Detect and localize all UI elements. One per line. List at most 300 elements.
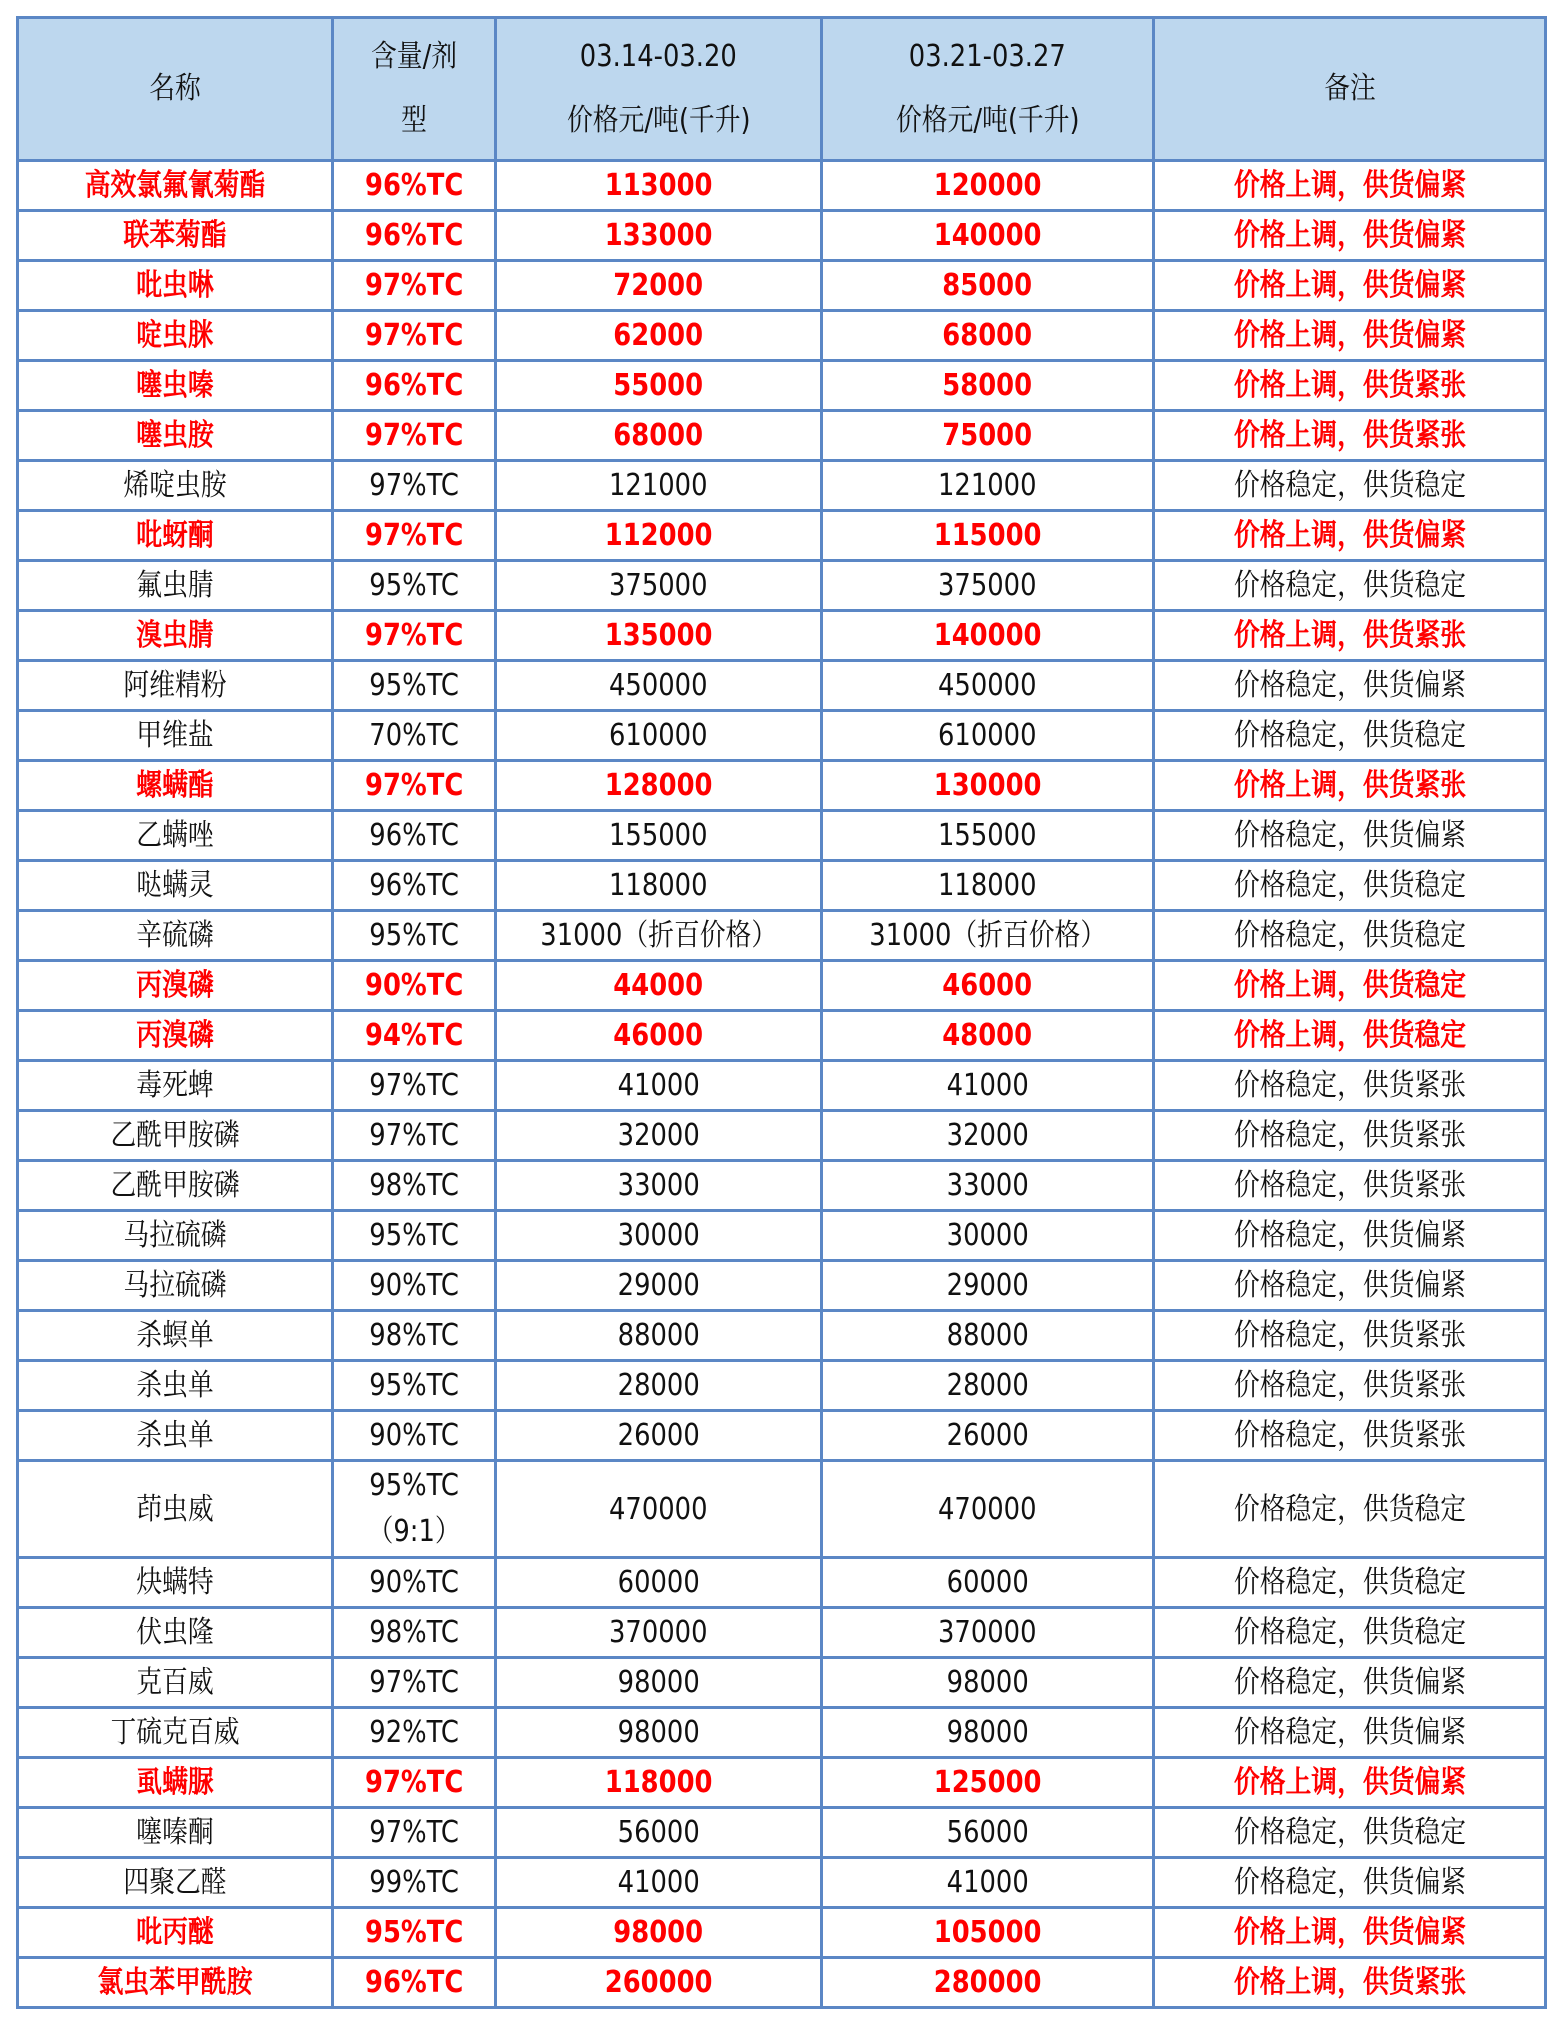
spec-cell [333,311,496,361]
price-week2-cell-text: 140000 [933,218,1042,253]
note-cell [1154,1411,1546,1461]
spec-cell-text: 90%TC [364,968,464,1003]
spec-ratio: （9:1） [367,1514,461,1549]
note-cell [1154,911,1546,961]
name-cell-text: 噻虫嗪 [136,368,214,403]
spec-cell [333,1858,496,1908]
price-week1-cell-text: 29000 [617,1268,700,1303]
price-week1-cell [496,1658,822,1708]
table-row [18,1261,1546,1311]
price-week1-cell [496,1211,822,1261]
note-cell-text: 价格上调，供货偏紧 [1233,1765,1466,1800]
name-cell-text: 吡丙醚 [136,1915,214,1950]
price-week1-cell-text: 121000 [609,468,708,503]
note-cell [1154,261,1546,311]
price-week1-cell [496,411,822,461]
price-week1-cell-text: 41000 [617,1865,700,1900]
price-week2-cell [822,661,1154,711]
name-cell [18,811,333,861]
spec-cell-text: 90%TC [369,1418,459,1453]
price-week1-cell [496,911,822,961]
name-cell [18,1908,333,1958]
note-cell [1154,1311,1546,1361]
price-week2-cell-text: 450000 [938,668,1037,703]
note-cell-text: 价格上调，供货偏紧 [1233,318,1466,353]
table-row [18,411,1546,461]
price-week2-cell-text: 85000 [942,268,1033,303]
name-cell [18,911,333,961]
price-week2-cell-text: 105000 [933,1915,1042,1950]
price-week1-cell-text: 155000 [609,818,708,853]
price-week2-cell-text: 33000 [946,1168,1029,1203]
name-cell [18,1161,333,1211]
table-row [18,1658,1546,1708]
price-week1-cell-text: 98000 [617,1665,700,1700]
price-week1-cell [496,811,822,861]
spec-cell-text: 98%TC [369,1615,459,1650]
price-week2-cell [822,911,1154,961]
spec-cell-text: 96%TC [364,168,464,203]
price-week2-cell [822,1261,1154,1311]
price-week2-cell [822,1908,1154,1958]
price-week2-cell [822,311,1154,361]
table-row [18,1011,1546,1061]
note-cell [1154,1461,1546,1558]
price-week1-cell-text: 118000 [604,1765,713,1800]
price-week1-cell [496,1361,822,1411]
name-cell-text: 丁硫克百威 [110,1715,240,1750]
price-week2-cell [822,211,1154,261]
note-cell [1154,661,1546,711]
name-cell-text: 伏虫隆 [136,1615,214,1650]
name-cell [18,411,333,461]
spec-cell-text: 97%TC [369,468,459,503]
price-week2-cell [822,1311,1154,1361]
note-cell-text: 价格稳定，供货稳定 [1233,1491,1466,1527]
name-cell [18,1808,333,1858]
spec-cell-text: 97%TC [364,318,464,353]
spec-cell [333,461,496,511]
price-week1-cell [496,511,822,561]
name-cell [18,311,333,361]
price-week1-cell-text: 98000 [617,1715,700,1750]
spec-cell-text: 90%TC [369,1268,459,1303]
note-cell-text: 价格稳定，供货稳定 [1233,868,1466,903]
name-cell [18,1708,333,1758]
price-week1-cell-text: 133000 [604,218,713,253]
name-cell-text: 马拉硫磷 [123,1218,227,1253]
price-week2-cell-text: 610000 [938,718,1037,753]
spec-cell [333,761,496,811]
price-week1-cell-text: 28000 [617,1368,700,1403]
spec-cell [333,211,496,261]
name-cell [18,1311,333,1361]
price-table [16,16,1547,2009]
spec-cell-text: 97%TC [364,618,464,653]
note-cell [1154,811,1546,861]
price-week2-cell-text: 30000 [946,1218,1029,1253]
name-cell [18,561,333,611]
table-row [18,761,1546,811]
price-week1-cell [496,1461,822,1558]
spec-cell [333,1461,496,1558]
price-week2-cell-text: 41000 [946,1068,1029,1103]
note-cell-text: 价格稳定，供货偏紧 [1233,1665,1466,1700]
price-week2-cell-text: 370000 [938,1615,1037,1650]
name-cell [18,1858,333,1908]
name-cell [18,1958,333,2008]
note-cell [1154,611,1546,661]
price-week1-cell-text: 112000 [604,518,713,553]
spec-cell-text: 95%TC [369,918,459,953]
table-row [18,911,1546,961]
price-week1-cell-text: 88000 [617,1318,700,1353]
note-cell [1154,361,1546,411]
price-week1-cell [496,261,822,311]
note-cell [1154,311,1546,361]
price-week1-cell-text: 41000 [617,1068,700,1103]
note-cell-text: 价格上调，供货稳定 [1233,968,1466,1003]
price-week2-cell-text: 470000 [938,1491,1037,1527]
price-week2-cell [822,1708,1154,1758]
table-row [18,611,1546,661]
price-week1-cell-text: 450000 [609,668,708,703]
price-week2-cell [822,1858,1154,1908]
price-week1-cell-text: 55000 [613,368,704,403]
price-week2-cell-text: 29000 [946,1268,1029,1303]
price-week1-cell-text: 33000 [617,1168,700,1203]
price-week2-cell-text: 98000 [946,1715,1029,1750]
header-week2: 03.21-03.27 价格元/吨(千升) [822,18,1154,161]
price-week1-cell [496,1311,822,1361]
price-week2-cell [822,1461,1154,1558]
spec-cell [333,811,496,861]
name-cell [18,1061,333,1111]
price-week1-cell [496,1758,822,1808]
price-week1-cell [496,1411,822,1461]
price-week2-cell-text: 130000 [933,768,1042,803]
spec-cell-text: 97%TC [369,1068,459,1103]
spec-cell-text: 90%TC [369,1565,459,1600]
spec-cell [333,911,496,961]
price-week1-cell [496,161,822,211]
name-cell-text: 吡蚜酮 [136,518,214,553]
table-row [18,961,1546,1011]
name-cell-text: 虱螨脲 [136,1765,214,1800]
note-cell [1154,1161,1546,1211]
price-week1-cell [496,1608,822,1658]
spec-cell [333,661,496,711]
name-cell-text: 克百威 [136,1665,214,1700]
name-cell [18,1411,333,1461]
spec-cell [333,361,496,411]
table-row [18,311,1546,361]
spec-cell-text: 95%TC [369,668,459,703]
table-row [18,1708,1546,1758]
note-cell-text: 价格上调，供货紧张 [1233,418,1466,453]
table-row [18,1608,1546,1658]
spec-cell [333,511,496,561]
table-row [18,861,1546,911]
note-cell [1154,1758,1546,1808]
name-cell-text: 茚虫威 [136,1491,214,1527]
table-row [18,461,1546,511]
price-week1-cell [496,1958,822,2008]
price-week1-cell [496,561,822,611]
price-week2-cell-text: 58000 [942,368,1033,403]
price-week2-cell-text: 75000 [942,418,1033,453]
note-cell-text: 价格上调，供货紧张 [1233,1965,1466,2000]
price-week1-cell-text: 56000 [617,1815,700,1850]
note-cell [1154,411,1546,461]
spec-cell-text: 97%TC [364,768,464,803]
note-cell-text: 价格稳定，供货稳定 [1233,568,1466,603]
note-cell-text: 价格稳定，供货稳定 [1233,718,1466,753]
name-cell-text: 乙酰甲胺磷 [110,1168,240,1203]
note-cell [1154,1908,1546,1958]
price-week1-cell-text: 375000 [609,568,708,603]
price-week1-cell-text: 26000 [617,1418,700,1453]
price-week2-cell-text: 31000（折百价格） [869,918,1106,953]
price-week2-cell [822,611,1154,661]
name-cell [18,261,333,311]
spec-cell [333,1261,496,1311]
name-cell-text: 氟虫腈 [136,568,214,603]
note-cell [1154,511,1546,561]
note-cell-text: 价格上调，供货紧张 [1233,768,1466,803]
note-cell [1154,1211,1546,1261]
spec-cell [333,711,496,761]
note-cell [1154,1958,1546,2008]
note-cell-text: 价格稳定，供货偏紧 [1233,818,1466,853]
price-week2-cell [822,1061,1154,1111]
spec-cell [333,561,496,611]
price-week1-cell [496,611,822,661]
price-week1-cell-text: 62000 [613,318,704,353]
price-week1-cell-text: 260000 [604,1965,713,2000]
spec-cell [333,161,496,211]
price-week1-cell [496,761,822,811]
price-week2-cell [822,1411,1154,1461]
note-cell-text: 价格稳定，供货紧张 [1233,1318,1466,1353]
name-cell [18,211,333,261]
note-cell [1154,1261,1546,1311]
name-cell-text: 烯啶虫胺 [123,468,227,503]
price-week2-cell [822,411,1154,461]
price-week1-cell [496,1808,822,1858]
note-cell-text: 价格稳定，供货稳定 [1233,1615,1466,1650]
name-cell [18,511,333,561]
table-row [18,1061,1546,1111]
table-row [18,1111,1546,1161]
spec-cell-text: 96%TC [364,218,464,253]
price-week2-cell [822,961,1154,1011]
price-week2-cell-text: 48000 [942,1018,1033,1053]
note-cell-text: 价格稳定，供货偏紧 [1233,1268,1466,1303]
header-week1: 03.14-03.20 价格元/吨(千升) [496,18,822,161]
price-week2-cell-text: 68000 [942,318,1033,353]
price-week2-cell-text: 46000 [942,968,1033,1003]
name-cell [18,461,333,511]
note-cell-text: 价格稳定，供货稳定 [1233,1815,1466,1850]
spec-cell [333,1558,496,1608]
spec-cell [333,961,496,1011]
price-week1-cell-text: 68000 [613,418,704,453]
name-cell [18,611,333,661]
spec-cell-text: 70%TC [369,718,459,753]
price-week2-cell [822,811,1154,861]
table-row [18,1858,1546,1908]
spec-text: 95%TC [369,1468,459,1503]
note-cell-text: 价格稳定，供货紧张 [1233,1418,1466,1453]
note-cell [1154,711,1546,761]
note-cell [1154,761,1546,811]
note-cell-text: 价格稳定，供货紧张 [1233,1168,1466,1203]
price-week1-cell-text: 370000 [609,1615,708,1650]
table-row [18,1211,1546,1261]
table-row [18,1908,1546,1958]
name-cell [18,661,333,711]
note-cell [1154,1608,1546,1658]
spec-cell [333,861,496,911]
price-week2-cell-text: 121000 [938,468,1037,503]
price-week1-cell [496,1011,822,1061]
spec-cell [333,1908,496,1958]
name-cell [18,1658,333,1708]
note-cell [1154,861,1546,911]
table-row [18,1958,1546,2008]
table-row [18,661,1546,711]
note-cell [1154,1361,1546,1411]
price-week2-cell [822,561,1154,611]
price-week1-cell [496,211,822,261]
name-cell-text: 丙溴磷 [136,968,214,1003]
name-cell-text: 炔螨特 [136,1565,214,1600]
spec-cell-text: 98%TC [369,1168,459,1203]
name-cell-text: 氯虫苯甲酰胺 [97,1965,253,2000]
note-cell-text: 价格上调，供货紧张 [1233,368,1466,403]
price-week1-cell-text: 135000 [604,618,713,653]
name-cell [18,161,333,211]
price-week1-cell [496,1908,822,1958]
price-week2-cell [822,1558,1154,1608]
spec-cell-text: 97%TC [364,418,464,453]
price-week2-cell-text: 88000 [946,1318,1029,1353]
name-cell-text: 螺螨酯 [136,768,214,803]
price-week2-cell [822,461,1154,511]
price-week1-cell-text: 470000 [609,1491,708,1527]
price-week1-cell-text: 113000 [604,168,713,203]
price-week1-cell [496,1161,822,1211]
name-cell-text: 毒死蜱 [136,1068,214,1103]
name-cell-text: 杀虫单 [136,1418,214,1453]
spec-cell-text: 96%TC [364,1965,464,2000]
price-week1-cell [496,711,822,761]
price-week2-cell-text: 41000 [946,1865,1029,1900]
name-cell-text: 乙螨唑 [136,818,214,853]
spec-cell-text: 95%TC [369,568,459,603]
price-week2-cell [822,161,1154,211]
table-row [18,1461,1546,1558]
spec-cell-text: 95%TC [369,1368,459,1403]
spec-cell-text: 99%TC [369,1865,459,1900]
price-week2-cell-text: 375000 [938,568,1037,603]
table-row [18,361,1546,411]
name-cell-text: 哒螨灵 [136,868,214,903]
note-cell [1154,961,1546,1011]
name-cell-text: 马拉硫磷 [123,1268,227,1303]
table-row [18,811,1546,861]
price-week1-cell-text: 98000 [613,1915,704,1950]
price-week1-cell-text: 72000 [613,268,704,303]
note-cell [1154,1808,1546,1858]
name-cell-text: 吡虫啉 [136,268,214,303]
spec-cell-text: 97%TC [369,1815,459,1850]
note-cell-text: 价格稳定，供货偏紧 [1233,668,1466,703]
table-row [18,511,1546,561]
note-cell-text: 价格上调，供货偏紧 [1233,218,1466,253]
note-cell [1154,211,1546,261]
price-week2-cell [822,261,1154,311]
note-cell-text: 价格稳定，供货紧张 [1233,1118,1466,1153]
name-cell [18,1461,333,1558]
price-week2-cell [822,1211,1154,1261]
name-cell-text: 辛硫磷 [136,918,214,953]
price-week2-cell [822,1958,1154,2008]
spec-cell [333,611,496,661]
note-cell [1154,1061,1546,1111]
price-week1-cell [496,1261,822,1311]
note-cell [1154,1858,1546,1908]
price-week2-cell-text: 140000 [933,618,1042,653]
price-week2-cell-text: 56000 [946,1815,1029,1850]
spec-cell [333,1411,496,1461]
name-cell [18,1608,333,1658]
price-week2-cell-text: 60000 [946,1565,1029,1600]
table-row [18,1411,1546,1461]
name-cell [18,1111,333,1161]
note-cell [1154,1708,1546,1758]
spec-cell [333,261,496,311]
spec-cell-text: 97%TC [364,268,464,303]
spec-cell [333,1161,496,1211]
spec-cell-text: 95%TC [369,1218,459,1253]
price-week2-cell [822,1011,1154,1061]
price-week2-cell [822,861,1154,911]
spec-cell-text: 97%TC [369,1118,459,1153]
header-name: 名称 [18,18,333,161]
price-week2-cell-text: 120000 [933,168,1042,203]
note-cell [1154,1558,1546,1608]
price-week2-cell [822,1758,1154,1808]
price-week2-cell [822,1808,1154,1858]
price-week1-cell-text: 60000 [617,1565,700,1600]
name-cell [18,1558,333,1608]
note-cell-text: 价格上调，供货偏紧 [1233,168,1466,203]
table-row [18,711,1546,761]
price-week1-cell [496,961,822,1011]
name-cell-text: 四聚乙醛 [123,1865,227,1900]
table-row [18,1311,1546,1361]
name-cell-text: 噻嗪酮 [136,1815,214,1850]
note-cell [1154,1111,1546,1161]
name-cell-text: 高效氯氟氰菊酯 [84,168,266,203]
name-cell [18,961,333,1011]
note-cell-text: 价格稳定，供货偏紧 [1233,1715,1466,1750]
name-cell [18,1261,333,1311]
price-week1-cell [496,1708,822,1758]
spec-cell-text: 96%TC [364,368,464,403]
